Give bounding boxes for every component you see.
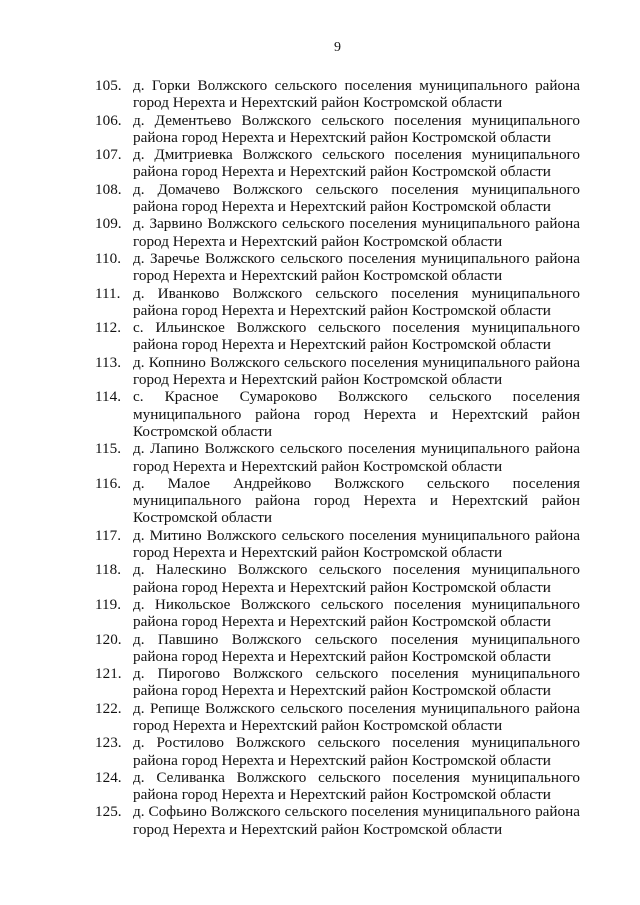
item-number: 106. (95, 111, 122, 129)
list-item (95, 803, 580, 838)
list-item (95, 596, 580, 631)
list-item (95, 215, 580, 250)
item-text: д. Митино Волжского сельского поселения муниципального района город Нерехта и Нерехтский район Костромской области (133, 526, 580, 562)
list-item (95, 527, 580, 562)
list-item (95, 181, 580, 216)
list-item (95, 388, 580, 440)
item-number: 119. (95, 595, 122, 613)
page-number: 9 (334, 40, 341, 55)
item-text: д. Репище Волжского сельского поселения муниципального района город Нерехта и Нерехтский район Костромской области (133, 699, 580, 734)
item-number: 111. (95, 284, 121, 302)
item-number: 112. (95, 319, 122, 337)
item-number: 107. (95, 146, 122, 164)
item-text: с. Красное Сумароково Волжского сельского поселения муниципального района город Нерехта и Нерехтский район Костромской области (133, 388, 580, 440)
item-text: д. Софьино Волжского сельского поселения муниципального района город Нерехта и Нерехтский район Костромской области (133, 803, 580, 838)
item-number: 123. (95, 734, 122, 752)
item-text: д. Домачево Волжского сельского поселения муниципального района город Нерехта и Нерехтский район Костромской области (133, 180, 580, 216)
item-number: 118. (95, 561, 122, 579)
item-text: д. Горки Волжского сельского поселения муниципального района город Нерехта и Нерехтский район Костромской области (133, 77, 580, 112)
list-item (95, 112, 580, 147)
item-text: д. Никольское Волжского сельского поселения муниципального района город Нерехта и Нерехтский район Костромской области (133, 595, 580, 631)
item-number: 117. (95, 526, 122, 544)
item-number: 110. (95, 249, 122, 267)
list-item (95, 475, 580, 527)
settlement-list (95, 77, 580, 838)
item-text: д. Павшино Волжского сельского поселения муниципального района город Нерехта и Нерехтский район Костромской области (133, 630, 580, 665)
item-text: д. Пирогово Волжского сельского поселения муниципального района город Нерехта и Нерехтский район Костромской области (133, 665, 580, 700)
item-number: 116. (95, 474, 122, 492)
item-text: д. Лапино Волжского сельского поселения муниципального района город Нерехта и Нерехтский район Костромской области (133, 440, 580, 475)
list-item (95, 146, 580, 181)
item-number: 120. (95, 630, 122, 648)
list-item (95, 734, 580, 769)
item-number: 121. (95, 665, 122, 683)
item-number: 105. (95, 77, 122, 94)
item-text: д. Дементьево Волжского сельского поселения муниципального района город Нерехта и Нерехтский район Костромской области (133, 111, 580, 146)
item-number: 114. (95, 388, 122, 406)
list-item (95, 285, 580, 320)
item-number: 108. (95, 180, 122, 198)
item-text: д. Иванково Волжского сельского поселения муниципального района город Нерехта и Нерехтский район Костромской области (133, 284, 580, 319)
list-item (95, 769, 580, 804)
item-text: д. Зарвино Волжского сельского поселения муниципального района город Нерехта и Нерехтский район Костромской области (133, 215, 580, 250)
item-text: д. Дмитриевка Волжского сельского поселения муниципального района город Нерехта и Нерехтский район Костромской области (133, 146, 580, 181)
list-item (95, 700, 580, 735)
item-text: с. Ильинское Волжского сельского поселения муниципального района город Нерехта и Нерехтский район Костромской области (133, 319, 580, 354)
list-item (95, 440, 580, 475)
list-item (95, 561, 580, 596)
item-number: 124. (95, 768, 122, 786)
list-item (95, 77, 580, 112)
list-item (95, 354, 580, 389)
item-number: 115. (95, 440, 122, 458)
item-text: д. Селиванка Волжского сельского поселения муниципального района город Нерехта и Нерехтский район Костромской области (133, 768, 580, 804)
item-number: 109. (95, 215, 122, 233)
list-item (95, 665, 580, 700)
item-text: д. Налескино Волжского сельского поселения муниципального района город Нерехта и Нерехтский район Костромской области (133, 561, 580, 596)
item-text: д. Копнино Волжского сельского поселения муниципального района город Нерехта и Нерехтский район Костромской области (133, 353, 580, 389)
item-number: 125. (95, 803, 122, 821)
item-text: д. Малое Андрейково Волжского сельского поселения муниципального района город Нерехта и Нерехтский район Костромской области (133, 474, 580, 527)
list-item (95, 250, 580, 285)
list-item (95, 631, 580, 666)
item-number: 122. (95, 699, 122, 717)
list-item (95, 319, 580, 354)
item-text: д. Заречье Волжского сельского поселения муниципального района город Нерехта и Нерехтский район Костромской области (133, 249, 580, 285)
item-text: д. Ростилово Волжского сельского поселения муниципального района город Нерехта и Нерехтский район Костромской области (133, 734, 580, 769)
item-number: 113. (95, 353, 122, 371)
